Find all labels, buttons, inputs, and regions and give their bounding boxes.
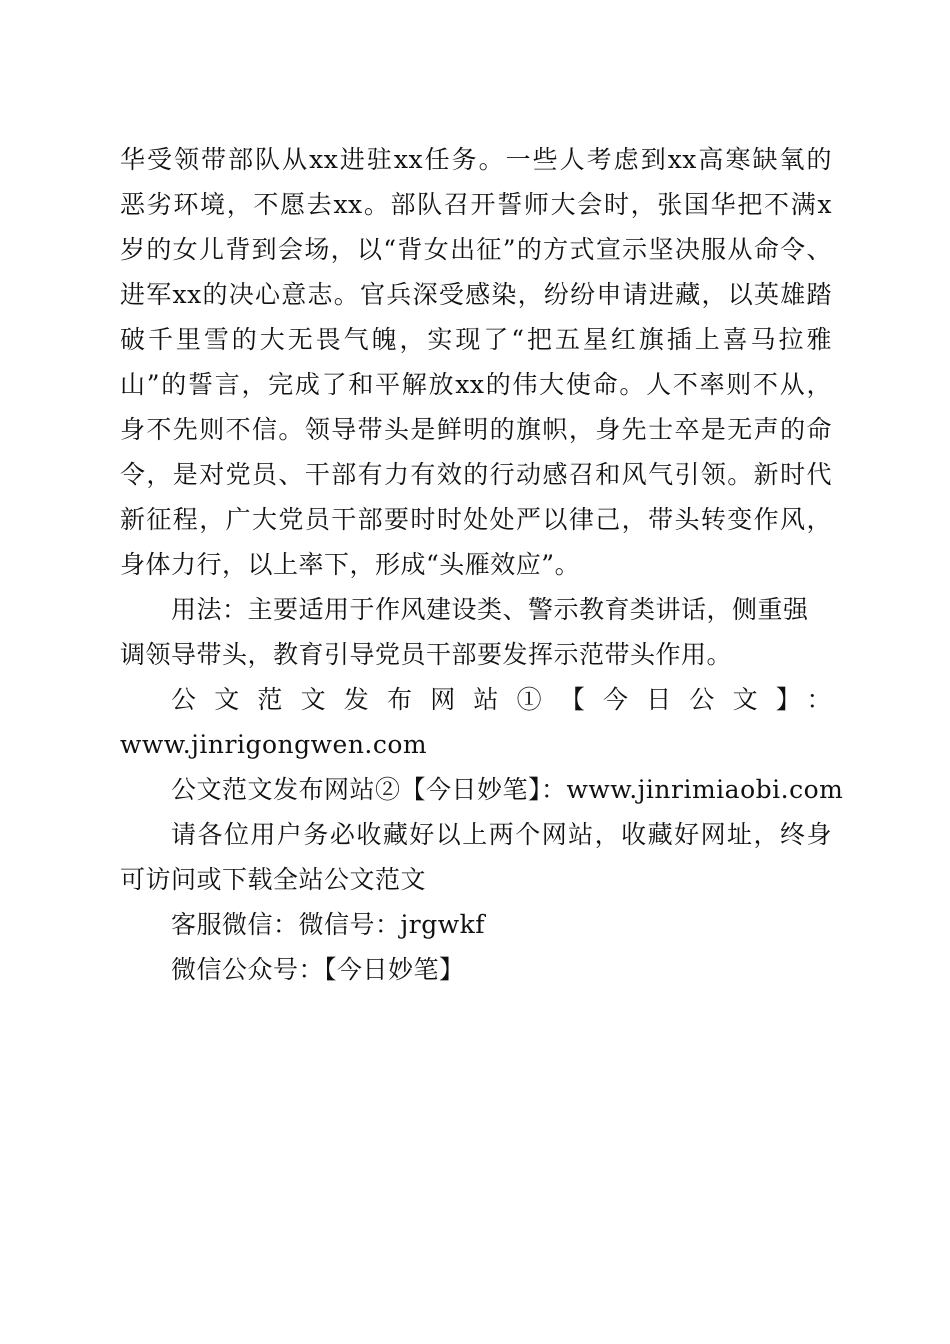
site1-label: 公文范文发布网站①【今日公文】： bbox=[171, 685, 832, 714]
text-line: 调领导带头，教育引导党员干部要发挥示范带头作用。 bbox=[120, 640, 733, 669]
document-body bbox=[120, 137, 844, 992]
text-line: 身体力行，以上率下，形成“头雁效应”。 bbox=[120, 550, 581, 579]
service-wechat: 客服微信：微信号：jrgwkf bbox=[171, 910, 486, 939]
paragraph-site2 bbox=[120, 767, 844, 812]
text-line: 令，是对党员、干部有力有效的行动感召和风气引领。新时代 bbox=[120, 460, 832, 489]
paragraph-story bbox=[120, 137, 832, 587]
text-line: 请各位用户务必收藏好以上两个网站，收藏好网址，终身 bbox=[171, 820, 832, 849]
paragraph-official-account bbox=[120, 947, 832, 992]
text-line: 岁的女儿背到会场，以“背女出征”的方式宣示坚决服从命令、 bbox=[120, 235, 832, 264]
site1-url: www.jinrigongwen.com bbox=[120, 730, 428, 759]
paragraph-usage bbox=[120, 587, 832, 677]
site2-text: 公文范文发布网站②【今日妙笔】：www.jinrimiaobi.com bbox=[171, 775, 844, 804]
paragraph-reminder bbox=[120, 812, 832, 902]
text-line: 新征程，广大党员干部要时时处处严以律己，带头转变作风， bbox=[120, 505, 832, 534]
paragraph-site1 bbox=[120, 677, 832, 767]
text-line: 可访问或下载全站公文范文 bbox=[120, 865, 427, 894]
text-line: 进军xx的决心意志。官兵深受感染，纷纷申请进藏，以英雄踏 bbox=[120, 280, 832, 309]
official-account: 微信公众号：【今日妙笔】 bbox=[171, 955, 465, 984]
text-line: 用法：主要适用于作风建设类、警示教育类讲话，侧重强 bbox=[171, 595, 809, 624]
text-line: 身不先则不信。领导带头是鲜明的旗帜，身先士卒是无声的命 bbox=[120, 415, 832, 444]
text-line: 恶劣环境，不愿去xx。部队召开誓师大会时，张国华把不满x bbox=[120, 190, 832, 219]
text-line: 破千里雪的大无畏气魄，实现了“把五星红旗插上喜马拉雅 bbox=[120, 325, 832, 354]
paragraph-service bbox=[120, 902, 832, 947]
text-line: 华受领带部队从xx进驻xx任务。一些人考虑到xx高寒缺氧的 bbox=[120, 145, 832, 174]
text-line: 山”的誓言，完成了和平解放xx的伟大使命。人不率则不从， bbox=[120, 370, 832, 399]
